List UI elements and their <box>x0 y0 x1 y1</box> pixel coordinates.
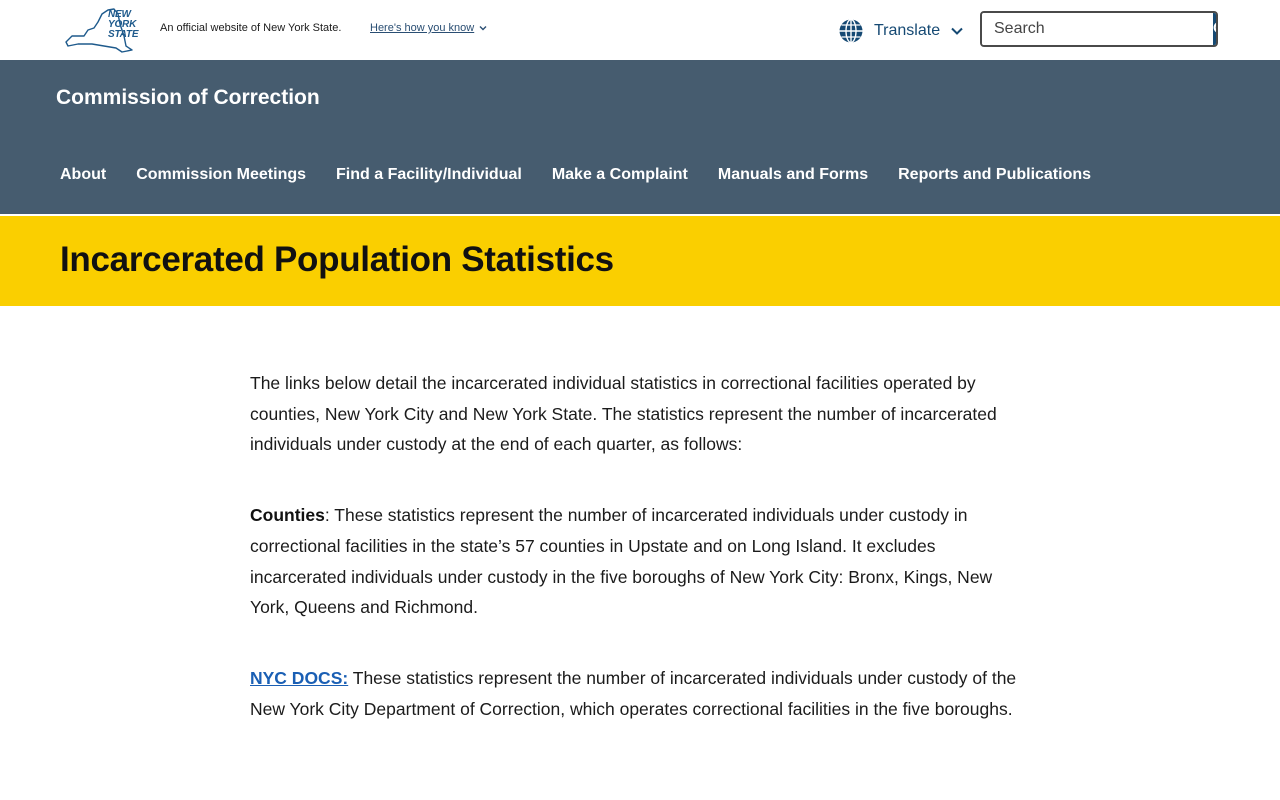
translate-label: Translate <box>874 22 941 39</box>
page-title-band <box>0 216 1280 306</box>
nav-item-commission-meetings[interactable]: Commission Meetings <box>136 166 307 183</box>
nav-item-manuals-forms[interactable]: Manuals and Forms <box>717 166 869 183</box>
globe-icon <box>838 18 864 44</box>
search-input[interactable] <box>982 13 1213 45</box>
chevron-down-icon <box>478 23 488 33</box>
nys-logo-text: NEW YORK STATE <box>108 9 139 40</box>
how-you-know-label: Here's how you know <box>370 22 475 34</box>
search-button[interactable] <box>1213 13 1218 45</box>
agency-name-link[interactable]: Commission of Correction <box>56 86 320 109</box>
agency-header <box>0 60 1280 214</box>
nys-logo[interactable] <box>64 6 144 54</box>
nav-item-about[interactable]: About <box>60 166 107 183</box>
nav-item-reports-publications[interactable]: Reports and Publications <box>898 166 1092 183</box>
official-banner <box>0 0 1280 60</box>
search-box <box>980 11 1218 47</box>
nav-item-find-facility[interactable]: Find a Facility/Individual <box>336 166 522 183</box>
page-title: Incarcerated Population Statistics <box>60 240 614 279</box>
official-website-text: An official website of New York State. <box>160 22 342 34</box>
nyc-docs-link[interactable]: NYC DOCS: <box>250 667 349 688</box>
main-content <box>250 368 1030 764</box>
nyc-docs-paragraph <box>250 663 1030 724</box>
counties-paragraph <box>250 500 1030 623</box>
chevron-down-icon <box>950 24 964 38</box>
translate-button[interactable] <box>838 17 964 45</box>
counties-text: : These statistics represent the number of incarcerated individuals under custody in correctional facilities in the state’s 57 counties in Upstate and on Long Island. It excludes incarcerated individuals under custody in the five boroughs of New York City: Bronx, Kings, New York, Queens and Richmond. <box>250 505 993 618</box>
search-icon <box>1213 21 1218 37</box>
nyc-docs-text: These statistics represent the number of incarcerated individuals under custody of the New York City Department of Correction, which operates correctional facilities in the five boroughs. <box>250 667 1017 719</box>
how-you-know-link[interactable] <box>370 22 488 34</box>
counties-label: Counties <box>250 505 325 526</box>
main-navigation <box>45 160 1106 190</box>
nav-item-make-complaint[interactable]: Make a Complaint <box>551 166 688 183</box>
intro-paragraph: The links below detail the incarcerated individual statistics in correctional facilities operated by counties, New York City and New York State. The statistics represent the number of incarcerated individuals under custody at the end of each quarter, as follows: <box>250 373 997 455</box>
